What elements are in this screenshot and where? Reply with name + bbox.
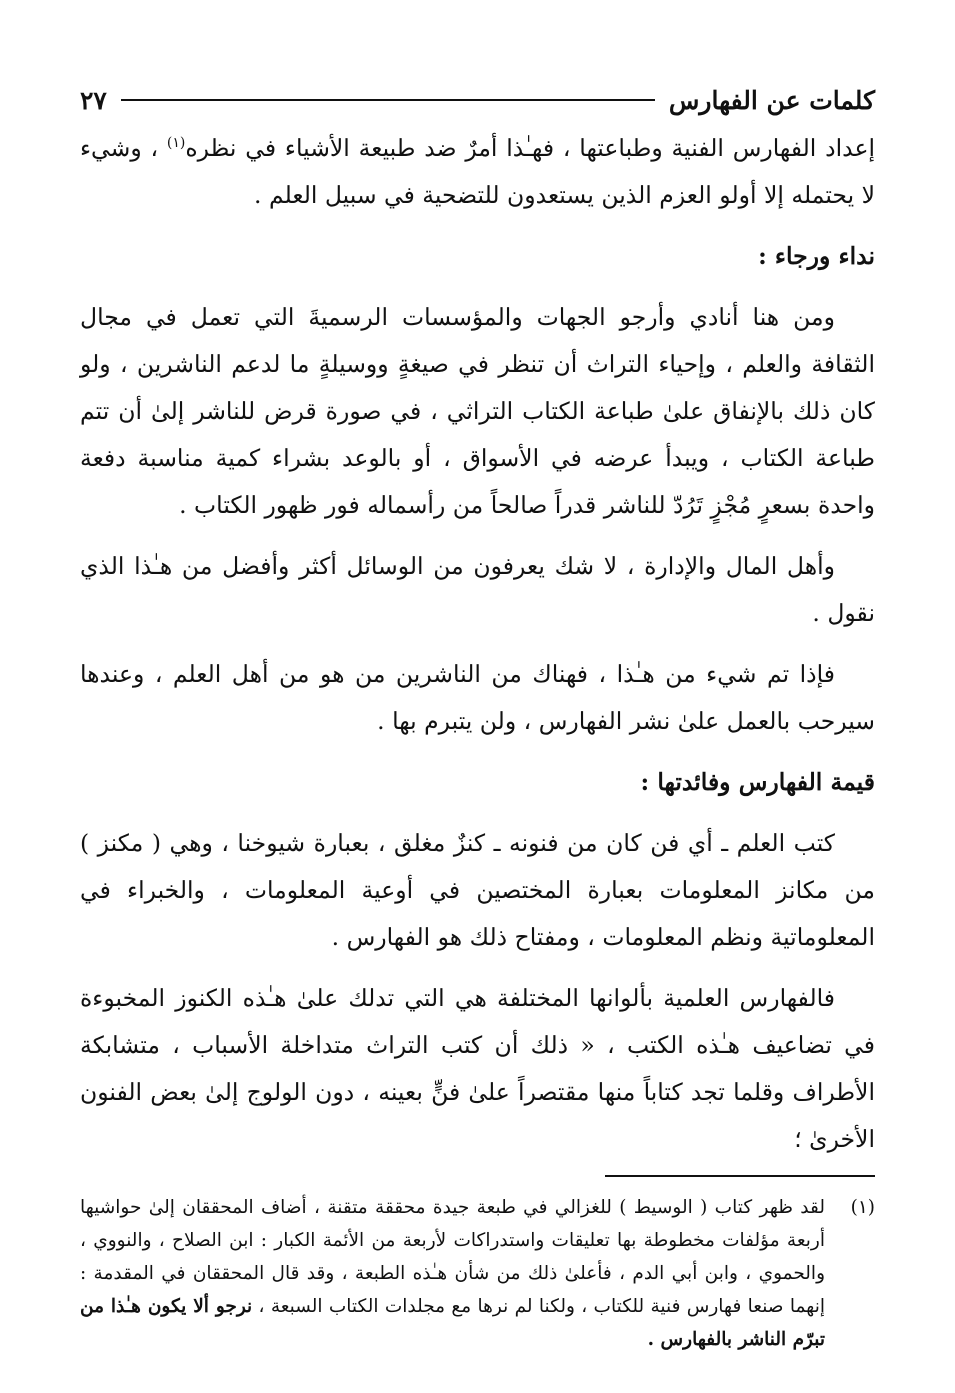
header-rule: [121, 99, 655, 101]
footnote-text: لقد ظهر كتاب ( الوسيط ) للغزالي في طبعة جيدة محققة متقنة ، أضاف المحققان إلىٰ حواشيها أربعة مؤلفات مخطوطة بها تعليقات واستدراكات لأربعة من الأئمة الكبار : ابن الصلاح ، والنووي ، والحموي ، وابن أبي الدم ، فأعلىٰ ذلك من شأن هـٰذه الطبعة ، وقد قال المحققان في المقدمة : إنهما صنعا فهارس فنية للكتاب ، ولكنا لم نرها مع مجلدات الكتاب السبعة ،: [80, 1196, 825, 1317]
header-title: كلمات عن الفهارس: [668, 85, 875, 115]
running-header: [80, 80, 875, 120]
footnote-reference[interactable]: (١): [166, 135, 186, 151]
footnote: [80, 1191, 875, 1356]
paragraph-1-rest: ، وشيء لا يحتمله إلا أولو العزم الذين يستعدون للتضحية في سبيل العلم .: [80, 133, 875, 209]
footnote-marker: (١): [850, 1196, 875, 1218]
paragraph-1: [80, 120, 875, 219]
paragraph-4: فإذا تم شيء من هـٰذا ، فهناك من الناشرين من هو من أهل العلم ، وعندها سيرحب بالعمل علىٰ نشر الفهارس ، ولن يتبرم بها .: [80, 659, 875, 735]
page-number: ٢٧: [80, 85, 107, 115]
footnote-body: [80, 1191, 825, 1356]
paragraph-1-text: إعداد الفهارس الفنية وطباعتها ، فهـٰذا أمرٌ ضد طبيعة الأشياء في نظره: [185, 133, 875, 162]
document-page: [80, 80, 875, 1356]
paragraph-6: فالفهارس العلمية بألوانها المختلفة هي التي تدلك علىٰ هـٰذه الكنوز المخبوءة في تضاعيف هـٰذه الكتب ، « ذلك أن كتب التراث متداخلة الأسباب ، متشابكة الأطراف وقلما تجد كتاباً منها مقتصراً علىٰ فنٍّ بعينه ، دون الولوج إلىٰ بعض الفنون الأخرىٰ ؛: [80, 983, 875, 1153]
paragraph-2: ومن هنا أنادي وأرجو الجهات والمؤسسات الرسميةَ التي تعمل في مجال الثقافة والعلم ، وإحياء التراث أن تنظر في صيغةٍ ووسيلةٍ ما لدعم الناشرين ، ولو كان ذلك بالإنفاق علىٰ طباعة الكتاب التراثي ، في صورة قرض للناشر إلىٰ أن تتم طباعة الكتاب ، ويبدأ عرضه في الأسواق ، أو بالوعد بشراء كمية مناسبة دفعة واحدة بسعرٍ مُجْزٍ تَرُدّ للناشر قدراً صالحاً من رأسماله فور ظهور الكتاب .: [80, 302, 875, 519]
paragraph-3: وأهل المال والإدارة ، لا شك يعرفون من الوسائل أكثر وأفضل من هـٰذا الذي نقول .: [80, 551, 875, 627]
section-heading-appeal: نداء ورجاء :: [758, 241, 875, 270]
section-heading-value: قيمة الفهارس وفائدتها :: [640, 767, 875, 796]
paragraph-5: كتب العلم ـ أي فن كان من فنونه ـ كنزٌ مغلق ، بعبارة شيوخنا ، وهي ( مكنز ) من مكانز المعلومات بعبارة المختصين في أوعية المعلومات ، والخبراء في المعلوماتية ونظم المعلومات ، ومفتاح ذلك هو الفهارس .: [80, 828, 875, 951]
footnote-bold-text: نرجو ألا يكون هـٰذا من تبرّم الناشر بالفهارس .: [80, 1295, 825, 1350]
footnote-separator: [605, 1175, 875, 1177]
